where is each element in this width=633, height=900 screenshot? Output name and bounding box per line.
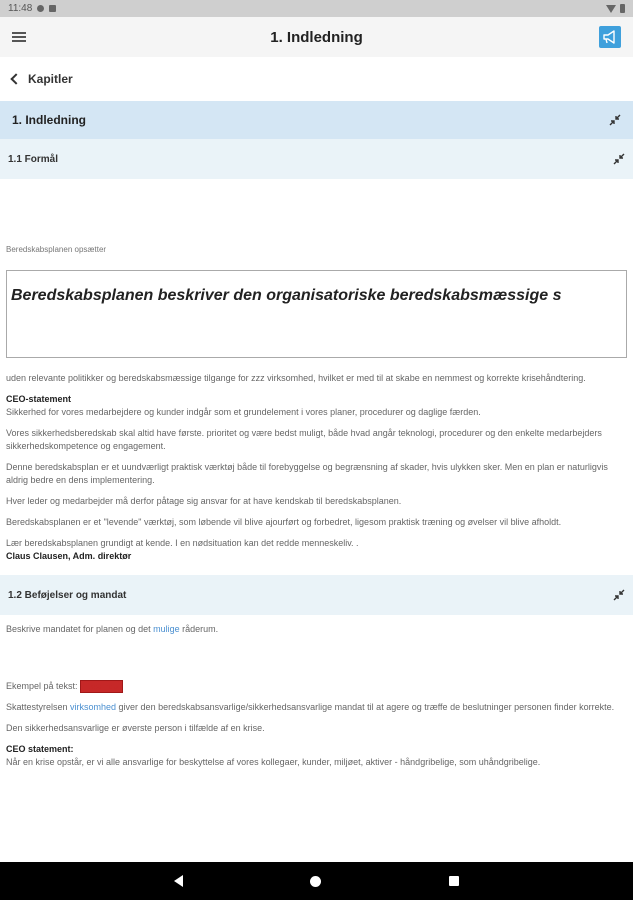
status-bar — [0, 0, 633, 17]
ceo-heading: CEO-statement — [6, 394, 72, 404]
paragraph — [6, 701, 627, 714]
paragraph: Vores sikkerhedsberedskab skal altid have første. prioritet og være bedst muligt, både hvad angår teknologi, procedurer og den enkelte medarbejders sikkerhedskompetence og engagement. — [6, 428, 602, 451]
signature: Claus Clausen, Adm. direktør — [6, 551, 132, 561]
section-title: 1.1 Formål — [8, 153, 59, 165]
example-label: Ekempel på tekst: — [6, 681, 78, 691]
paragraph: Når en krise opstår, er vi alle ansvarlige for beskyttelse af vores kollegaer, kunder, miljøet, aktiver - håndgribelige, som uhåndgribelige. — [6, 757, 541, 767]
section-content-formal — [0, 243, 633, 563]
paragraph: uden relevante politikker og beredskabsmæssige tilgange for zzz virksomhed, hvilket er med til at skabe en nemmest og korrekte krisehåndtering. — [6, 373, 586, 383]
paragraph — [6, 623, 627, 636]
section-title: 1.2 Beføjelser og mandat — [8, 589, 127, 601]
wifi-icon — [606, 5, 616, 13]
status-left — [8, 3, 56, 14]
section-header-formal[interactable] — [0, 139, 633, 179]
mulige-link[interactable]: mulige — [153, 624, 180, 634]
nav-home-icon[interactable] — [310, 876, 321, 887]
paragraph: Denne beredskabsplan er et uundværligt praktisk værktøj både til forebyggelse og begrænsning af skader, hvis ulykken sker. Men en plan er naturligvis aldrig bedre en dens implementering. — [6, 462, 608, 485]
example-badge: Eksempel — [80, 680, 123, 693]
page-title: 1. Indledning — [270, 28, 363, 46]
system-nav-bar — [0, 862, 633, 900]
ceo-heading: CEO statement: — [6, 744, 74, 754]
statement-input[interactable] — [6, 270, 627, 358]
paragraph: Den sikkerhedsansvarlige er øverste person i tilfælde af en krise. — [6, 723, 265, 733]
sd-card-icon — [49, 5, 56, 12]
chapter-title: 1. Indledning — [12, 113, 86, 127]
notification-icon — [37, 5, 44, 12]
battery-icon — [620, 4, 625, 13]
collapse-icon[interactable] — [613, 153, 625, 165]
app-bar — [0, 17, 633, 57]
back-to-chapters-link[interactable] — [0, 57, 633, 101]
section-header-mandat[interactable] — [0, 575, 633, 615]
text: råderum. — [179, 624, 219, 634]
announcement-button[interactable] — [599, 26, 621, 48]
nav-recent-apps-icon[interactable] — [449, 876, 459, 886]
status-right — [606, 4, 625, 13]
virksomhed-link[interactable]: virksomhed — [70, 702, 117, 712]
status-time: 11:48 — [8, 3, 33, 14]
collapse-icon[interactable] — [609, 114, 621, 126]
nav-back-icon[interactable] — [174, 875, 183, 887]
paragraph: Beredskabsplanen er et "levende" værktøj, som løbende vil blive ajourført og forbedret, ligesom praktisk træning og øvelser vil blive afholdt. — [6, 517, 562, 527]
example-line — [6, 680, 627, 693]
back-label: Kapitler — [28, 72, 73, 86]
menu-icon[interactable] — [12, 32, 26, 42]
text: giver den beredskabsansvarlige/sikkerhedsansvarlige mandat til at agere og træffe de beslutninger personen finder korrekte. — [116, 702, 615, 712]
paragraph: Hver leder og medarbejder må derfor påtage sig ansvar for at have kendskab til beredskabsplanen. — [6, 496, 402, 506]
chevron-left-icon — [10, 73, 21, 84]
text: Beskrive mandatet for planen og det — [6, 624, 154, 634]
statement-input-text: Beredskabsplanen beskriver den organisatoriske beredskabsmæssige s — [11, 287, 562, 304]
paragraph: Sikkerhed for vores medarbejdere og kunder indgår som et grundelement i vores planer, procedurer og daglige færden. — [6, 407, 481, 417]
text: Skattestyrelsen — [6, 702, 71, 712]
field-label: Beredskabsplanen opsætter — [6, 245, 107, 254]
megaphone-icon — [602, 30, 618, 44]
section-content-mandat — [0, 615, 633, 769]
collapse-icon[interactable] — [613, 589, 625, 601]
chapter-header[interactable] — [0, 101, 633, 139]
paragraph: Lær beredskabsplanen grundigt at kende. I en nødsituation kan det redde menneskeliv. . — [6, 538, 359, 548]
